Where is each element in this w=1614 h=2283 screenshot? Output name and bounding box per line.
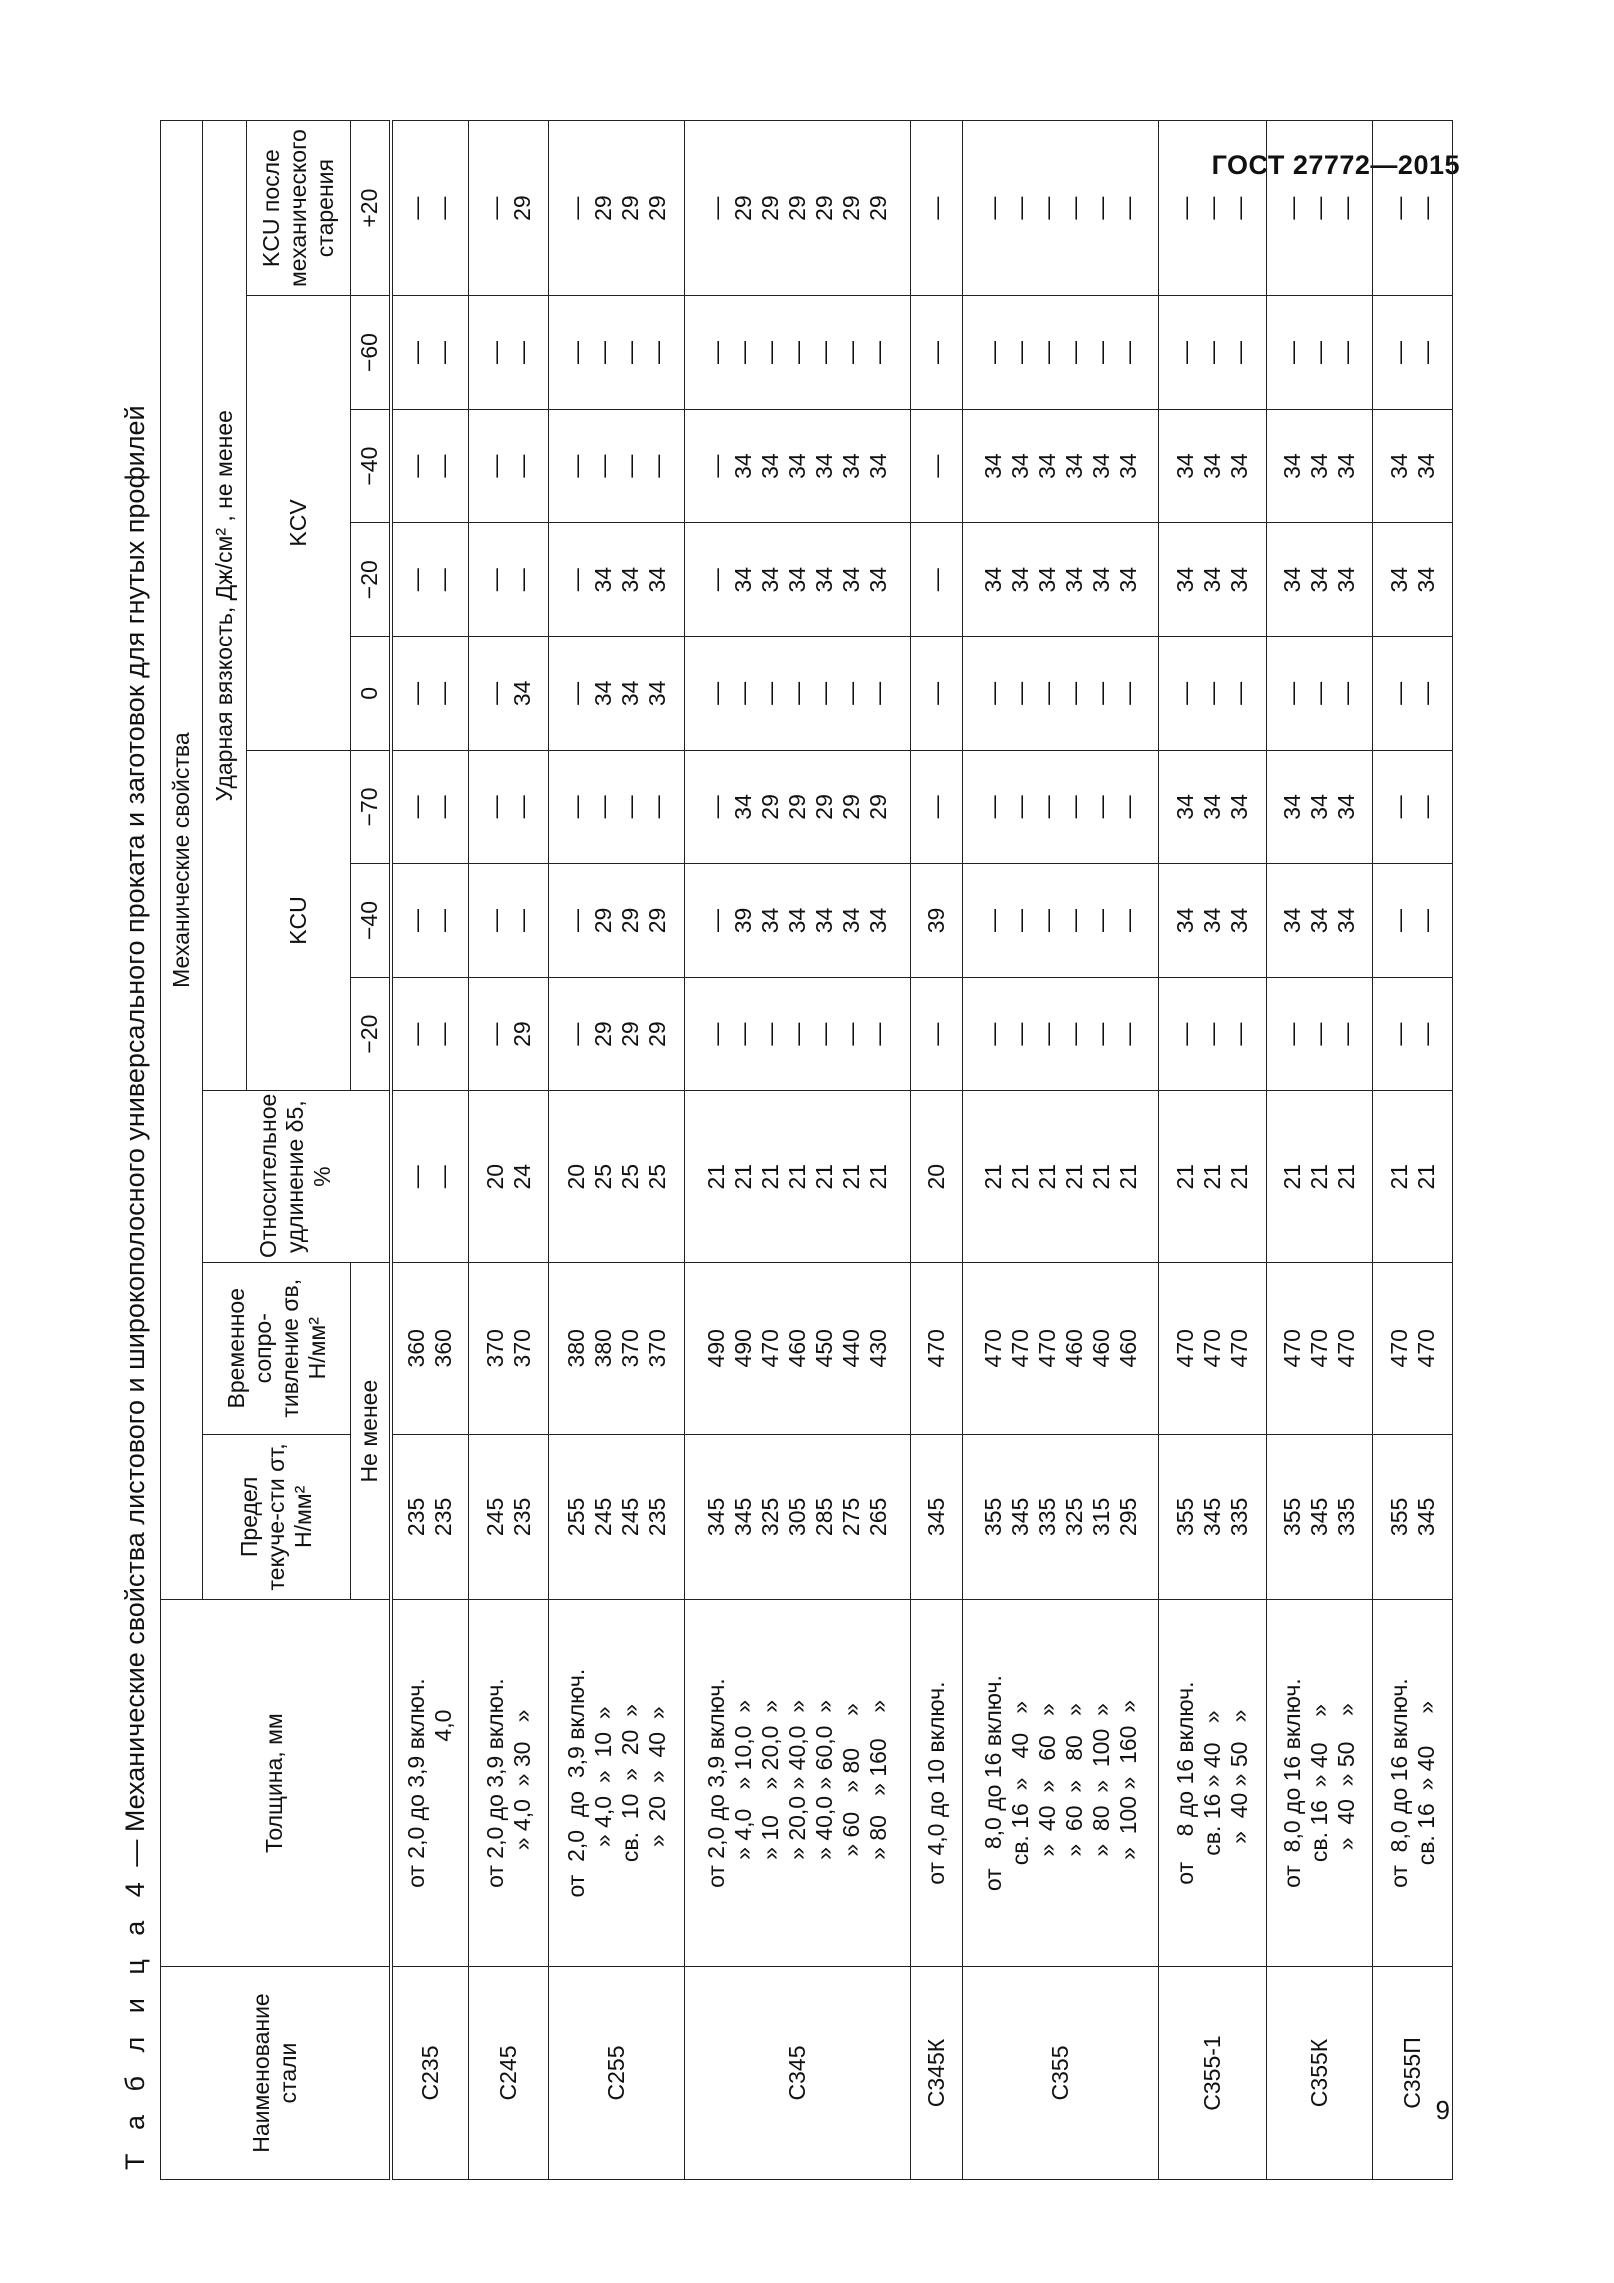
table-row bbox=[685, 121, 911, 2180]
aging-cell: — — — bbox=[1159, 121, 1267, 296]
kcu-70-cell: — 34 29 29 29 29 29 bbox=[685, 750, 911, 864]
elongation-cell: 21 21 21 bbox=[1159, 1091, 1267, 1263]
kcu-70-cell: — — bbox=[391, 750, 469, 864]
kcv-20-cell: — — bbox=[391, 523, 469, 637]
header-temp-aging: +20 bbox=[351, 121, 391, 296]
tensile-cell: 360 360 bbox=[391, 1262, 469, 1434]
kcv-60-cell: — — — bbox=[1267, 296, 1373, 410]
kcv-0-cell: — — — bbox=[1159, 637, 1267, 751]
kcv-0-cell: — — — — — — — bbox=[685, 637, 911, 751]
kcu-20-cell: — 29 29 29 bbox=[549, 977, 685, 1091]
table-row bbox=[1373, 121, 1453, 2180]
kcu-20-cell: — — — — — — — bbox=[685, 977, 911, 1091]
kcv-40-cell: — bbox=[911, 409, 963, 523]
kcu-70-cell: — — bbox=[1373, 750, 1453, 864]
kcv-0-cell: — — bbox=[1373, 637, 1453, 751]
kcv-0-cell: — 34 34 34 bbox=[549, 637, 685, 751]
kcu-40-cell: — — bbox=[391, 864, 469, 978]
header-temp-kcv-0: 0 bbox=[351, 637, 391, 751]
header-temp-kcv-60: −60 bbox=[351, 296, 391, 410]
kcv-60-cell: — — bbox=[1373, 296, 1453, 410]
kcv-20-cell: 34 34 bbox=[1373, 523, 1453, 637]
aging-cell: — 29 29 29 bbox=[549, 121, 685, 296]
kcu-40-cell: — 29 29 29 bbox=[549, 864, 685, 978]
yield-cell: 235 235 bbox=[391, 1434, 469, 1600]
kcu-70-cell: 34 34 34 bbox=[1159, 750, 1267, 864]
kcv-40-cell: — 34 34 34 34 34 34 bbox=[685, 409, 911, 523]
kcv-0-cell: — — — — — — bbox=[963, 637, 1159, 751]
yield-cell: 355 345 335 325 315 295 bbox=[963, 1434, 1159, 1600]
kcu-40-cell: — — bbox=[469, 864, 549, 978]
kcu-70-cell: 34 34 34 bbox=[1267, 750, 1373, 864]
standard-designation: ГОСТ 27772—2015 bbox=[1211, 150, 1460, 180]
kcu-20-cell: — 29 bbox=[469, 977, 549, 1091]
aging-cell: — 29 29 29 29 29 29 bbox=[685, 121, 911, 296]
tensile-cell: 470 470 470 460 460 460 bbox=[963, 1262, 1159, 1434]
kcu-40-cell: 39 bbox=[911, 864, 963, 978]
yield-cell: 355 345 335 bbox=[1267, 1434, 1373, 1600]
kcv-60-cell: — — — — — — — bbox=[685, 296, 911, 410]
tensile-cell: 470 470 bbox=[1373, 1262, 1453, 1434]
header-impact: Ударная вязкость, Дж/см² , не менее bbox=[203, 121, 247, 1091]
kcv-60-cell: — — — — — — bbox=[963, 296, 1159, 410]
table-body bbox=[391, 121, 1453, 2180]
kcv-20-cell: — — bbox=[469, 523, 549, 637]
tensile-cell: 470 bbox=[911, 1262, 963, 1434]
elongation-cell: 21 21 21 21 21 21 bbox=[963, 1091, 1159, 1263]
aging-cell: — — — — — — bbox=[963, 121, 1159, 296]
thickness-cell: от 8,0 до 16 включ. св. 16 » 40 » » 40 » 50 » bbox=[1267, 1600, 1373, 1967]
header-temp-kcv-40: −40 bbox=[351, 409, 391, 523]
kcv-60-cell: — — — bbox=[1159, 296, 1267, 410]
table-caption-text: — Механические свойства листового и широкополосного универсального проката и заготовок для гнутых профилей bbox=[120, 405, 150, 1875]
header-not-less: Не менее bbox=[351, 1262, 391, 1599]
kcu-20-cell: — bbox=[911, 977, 963, 1091]
mechanical-properties-table bbox=[160, 120, 1453, 2180]
steel-name: С355 bbox=[963, 1967, 1159, 2180]
header-yield: Предел текуче-сти σт, Н/мм² bbox=[203, 1434, 351, 1600]
tensile-cell: 490 490 470 460 450 440 430 bbox=[685, 1262, 911, 1434]
thickness-cell: от 2,0 до 3,9 включ. » 4,0 » 10 » св. 10 » 20 » » 20 » 40 » bbox=[549, 1600, 685, 1967]
kcv-60-cell: — — — — bbox=[549, 296, 685, 410]
kcv-40-cell: 34 34 bbox=[1373, 409, 1453, 523]
elongation-cell: 21 21 21 bbox=[1267, 1091, 1373, 1263]
thickness-cell: от 8,0 до 16 включ. св. 16 » 40 » » 40 » 60 » » 60 » 80 » » 80 » 100 » » 100 » 160 » bbox=[963, 1600, 1159, 1967]
kcv-0-cell: — — — bbox=[1267, 637, 1373, 751]
kcv-20-cell: — 34 34 34 34 34 34 bbox=[685, 523, 911, 637]
aging-cell: — — bbox=[1373, 121, 1453, 296]
table-row bbox=[549, 121, 685, 2180]
kcv-0-cell: — — bbox=[391, 637, 469, 751]
kcv-60-cell: — bbox=[911, 296, 963, 410]
elongation-cell: 20 24 bbox=[469, 1091, 549, 1263]
steel-name: С255 bbox=[549, 1967, 685, 2180]
steel-name: С345 bbox=[685, 1967, 911, 2180]
steel-name: С355П bbox=[1373, 1967, 1453, 2180]
header-tensile: Временное сопро-тивление σв, Н/мм² bbox=[203, 1262, 351, 1434]
kcu-20-cell: — — — — — — bbox=[963, 977, 1159, 1091]
kcv-0-cell: — 34 bbox=[469, 637, 549, 751]
kcv-40-cell: 34 34 34 34 34 34 bbox=[963, 409, 1159, 523]
kcv-0-cell: — bbox=[911, 637, 963, 751]
header-temp-kcu-70: −70 bbox=[351, 750, 391, 864]
header-mech-props: Механические свойства bbox=[161, 121, 203, 1600]
kcu-40-cell: — — — — — — bbox=[963, 864, 1159, 978]
thickness-cell: от 2,0 до 3,9 включ. » 4,0 » 30 » bbox=[469, 1600, 549, 1967]
yield-cell: 255 245 245 235 bbox=[549, 1434, 685, 1600]
kcu-70-cell: — — — — bbox=[549, 750, 685, 864]
thickness-cell: от 8,0 до 16 включ. св. 16 » 40 » bbox=[1373, 1600, 1453, 1967]
steel-name: С355-1 bbox=[1159, 1967, 1267, 2180]
kcu-20-cell: — — bbox=[391, 977, 469, 1091]
kcv-20-cell: 34 34 34 34 34 34 bbox=[963, 523, 1159, 637]
kcu-20-cell: — — — bbox=[1267, 977, 1373, 1091]
kcv-20-cell: 34 34 34 bbox=[1159, 523, 1267, 637]
table-row bbox=[469, 121, 549, 2180]
aging-cell: — bbox=[911, 121, 963, 296]
kcv-20-cell: 34 34 34 bbox=[1267, 523, 1373, 637]
elongation-cell: — — bbox=[391, 1091, 469, 1263]
thickness-cell: от 8 до 16 включ. св. 16 » 40 » » 40 » 50 » bbox=[1159, 1600, 1267, 1967]
steel-name: С245 bbox=[469, 1967, 549, 2180]
page-number: 9 bbox=[1435, 2095, 1450, 2125]
yield-cell: 245 235 bbox=[469, 1434, 549, 1600]
kcv-40-cell: — — bbox=[469, 409, 549, 523]
kcv-60-cell: — — bbox=[391, 296, 469, 410]
thickness-cell: от 2,0 до 3,9 включ. » 4,0 » 10,0 » » 10 » 20,0 » » 20,0 » 40,0 » » 40,0 » 60,0 » » 60 » 80 » » 80 » 160 » bbox=[685, 1600, 911, 1967]
yield-cell: 345 bbox=[911, 1434, 963, 1600]
tensile-cell: 470 470 470 bbox=[1267, 1262, 1373, 1434]
table-row bbox=[1267, 121, 1373, 2180]
kcu-40-cell: — 39 34 34 34 34 34 bbox=[685, 864, 911, 978]
header-elongation: Относительное удлинение δ5, % bbox=[203, 1091, 391, 1263]
steel-name: С355К bbox=[1267, 1967, 1373, 2180]
kcv-40-cell: 34 34 34 bbox=[1267, 409, 1373, 523]
table-row bbox=[1159, 121, 1267, 2180]
aging-cell: — — — bbox=[1267, 121, 1373, 296]
tensile-cell: 380 380 370 370 bbox=[549, 1262, 685, 1434]
kcu-70-cell: — — — — — — bbox=[963, 750, 1159, 864]
kcv-20-cell: — bbox=[911, 523, 963, 637]
table-caption-label: Т а б л и ц а 4 bbox=[120, 1874, 150, 2170]
kcu-20-cell: — — — bbox=[1159, 977, 1267, 1091]
kcv-40-cell: — — — — bbox=[549, 409, 685, 523]
rotated-table-area bbox=[110, 120, 1460, 2180]
kcu-40-cell: — — bbox=[1373, 864, 1453, 978]
yield-cell: 355 345 bbox=[1373, 1434, 1453, 1600]
tensile-cell: 470 470 470 bbox=[1159, 1262, 1267, 1434]
elongation-cell: 20 bbox=[911, 1091, 963, 1263]
steel-name: С235 bbox=[391, 1967, 469, 2180]
yield-cell: 355 345 335 bbox=[1159, 1434, 1267, 1600]
kcv-60-cell: — — bbox=[469, 296, 549, 410]
steel-name: С345К bbox=[911, 1967, 963, 2180]
kcu-40-cell: 34 34 34 bbox=[1159, 864, 1267, 978]
kcu-70-cell: — bbox=[911, 750, 963, 864]
kcu-40-cell: 34 34 34 bbox=[1267, 864, 1373, 978]
aging-cell: — 29 bbox=[469, 121, 549, 296]
header-temp-kcu-20: −20 bbox=[351, 977, 391, 1091]
table-caption bbox=[110, 110, 160, 2170]
header-temp-kcv-20: −20 bbox=[351, 523, 391, 637]
elongation-cell: 21 21 bbox=[1373, 1091, 1453, 1263]
kcv-40-cell: 34 34 34 bbox=[1159, 409, 1267, 523]
kcv-20-cell: — 34 34 34 bbox=[549, 523, 685, 637]
kcu-70-cell: — — bbox=[469, 750, 549, 864]
header-kcv: KCV bbox=[247, 296, 351, 750]
aging-cell: — — bbox=[391, 121, 469, 296]
kcv-40-cell: — — bbox=[391, 409, 469, 523]
table-row bbox=[391, 121, 469, 2180]
tensile-cell: 370 370 bbox=[469, 1262, 549, 1434]
header-steel-name: Наименование стали bbox=[161, 1967, 391, 2180]
kcu-20-cell: — — bbox=[1373, 977, 1453, 1091]
elongation-cell: 21 21 21 21 21 21 21 bbox=[685, 1091, 911, 1263]
table-row bbox=[911, 121, 963, 2180]
header-kcu-aging: KCU после механического старения bbox=[247, 121, 351, 296]
header-thickness: Толщина, мм bbox=[161, 1600, 391, 1967]
header-temp-kcu-40: −40 bbox=[351, 864, 391, 978]
thickness-cell: от 4,0 до 10 включ. bbox=[911, 1600, 963, 1967]
elongation-cell: 20 25 25 25 bbox=[549, 1091, 685, 1263]
header-kcu: KCU bbox=[247, 750, 351, 1091]
thickness-cell: от 2,0 до 3,9 включ. 4,0 bbox=[391, 1600, 469, 1967]
yield-cell: 345 345 325 305 285 275 265 bbox=[685, 1434, 911, 1600]
table-row bbox=[963, 121, 1159, 2180]
